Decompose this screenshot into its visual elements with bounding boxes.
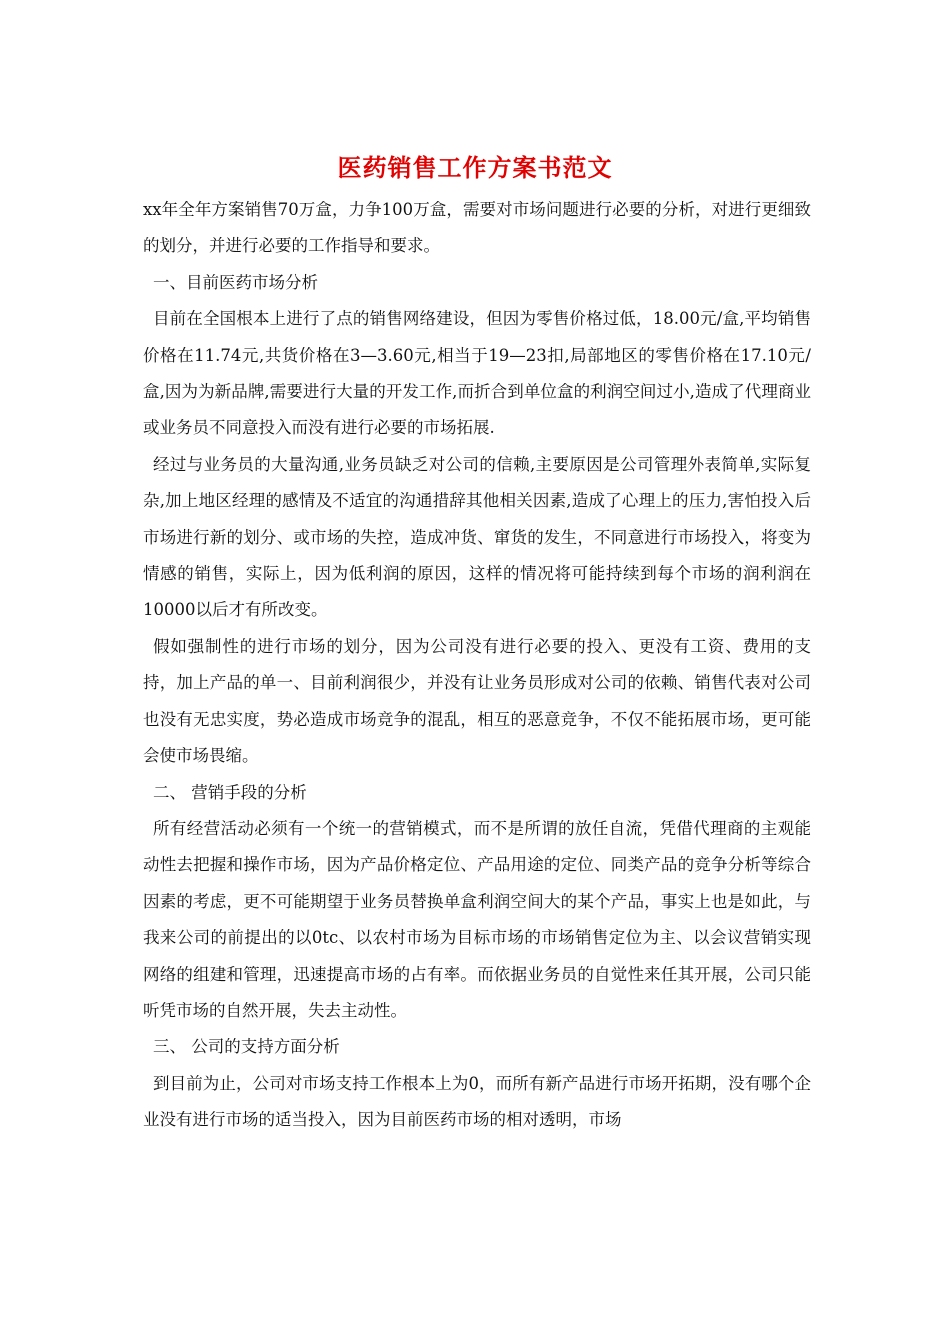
body-paragraph: 到目前为止，公司对市场支持工作根本上为0，而所有新产品进行市场开拓期，没有哪个企业没有进行市场的适当投入，因为目前医药市场的相对透明，市场 [143, 1073, 811, 1130]
body-paragraph: 目前在全国根本上进行了点的销售网络建设，但因为零售价格过低，18.00元/盒,平均销售价格在11.74元,共货价格在3—3.60元,相当于19—23扣,局部地区的零售价格在17.10元/盒,因为为新品牌,需要进行大量的开发工作,而折合到单位盒的利润空间过小,造成了代理商业或业务员不同意投入而没有进行必要的市场拓展. [143, 309, 811, 438]
document-body [143, 192, 811, 1139]
document-title: 医药销售工作方案书范文 [337, 153, 613, 182]
section-heading: 二、 营销手段的分析 [153, 782, 307, 802]
body-paragraph: 假如强制性的进行市场的划分，因为公司没有进行必要的投入、更没有工资、费用的支持，加上产品的单一、目前利润很少，并没有让业务员形成对公司的依赖、销售代表对公司也没有无忠实度，势必造成市场竞争的混乱，相互的恶意竞争，不仅不能拓展市场，更可能会使市场畏缩。 [143, 636, 811, 766]
body-paragraph: xx年全年方案销售70万盒，力争100万盒，需要对市场问题进行必要的分析，对进行更细致的划分，并进行必要的工作指导和要求。 [143, 200, 811, 256]
body-paragraph: 所有经营活动必须有一个统一的营销模式，而不是所谓的放任自流，凭借代理商的主观能动性去把握和操作市场，因为产品价格定位、产品用途的定位、同类产品的竞争分析等综合因素的考虑，更不可能期望于业务员替换单盒利润空间大的某个产品，事实上也是如此，与我来公司的前提出的以0tc、以农村市场为目标市场的市场销售定位为主、以会议营销实现网络的组建和管理，迅速提高市场的占有率。而依据业务员的自觉性来任其开展，公司只能听凭市场的自然开展，失去主动性。 [143, 818, 811, 1020]
body-paragraph: 经过与业务员的大量沟通,业务员缺乏对公司的信赖,主要原因是公司管理外表简单,实际复杂,加上地区经理的感情及不适宜的沟通措辞其他相关因素,造成了心理上的压力,害怕投入后市场进行新的划分、或市场的失控，造成冲货、窜货的发生，不同意进行市场投入，将变为情感的销售，实际上，因为低利润的原因，这样的情况将可能持续到每个市场的润利润在10000以后才有所改变。 [143, 454, 811, 620]
section-heading: 三、 公司的支持方面分析 [153, 1037, 340, 1057]
section-heading: 一、目前医药市场分析 [153, 272, 318, 292]
